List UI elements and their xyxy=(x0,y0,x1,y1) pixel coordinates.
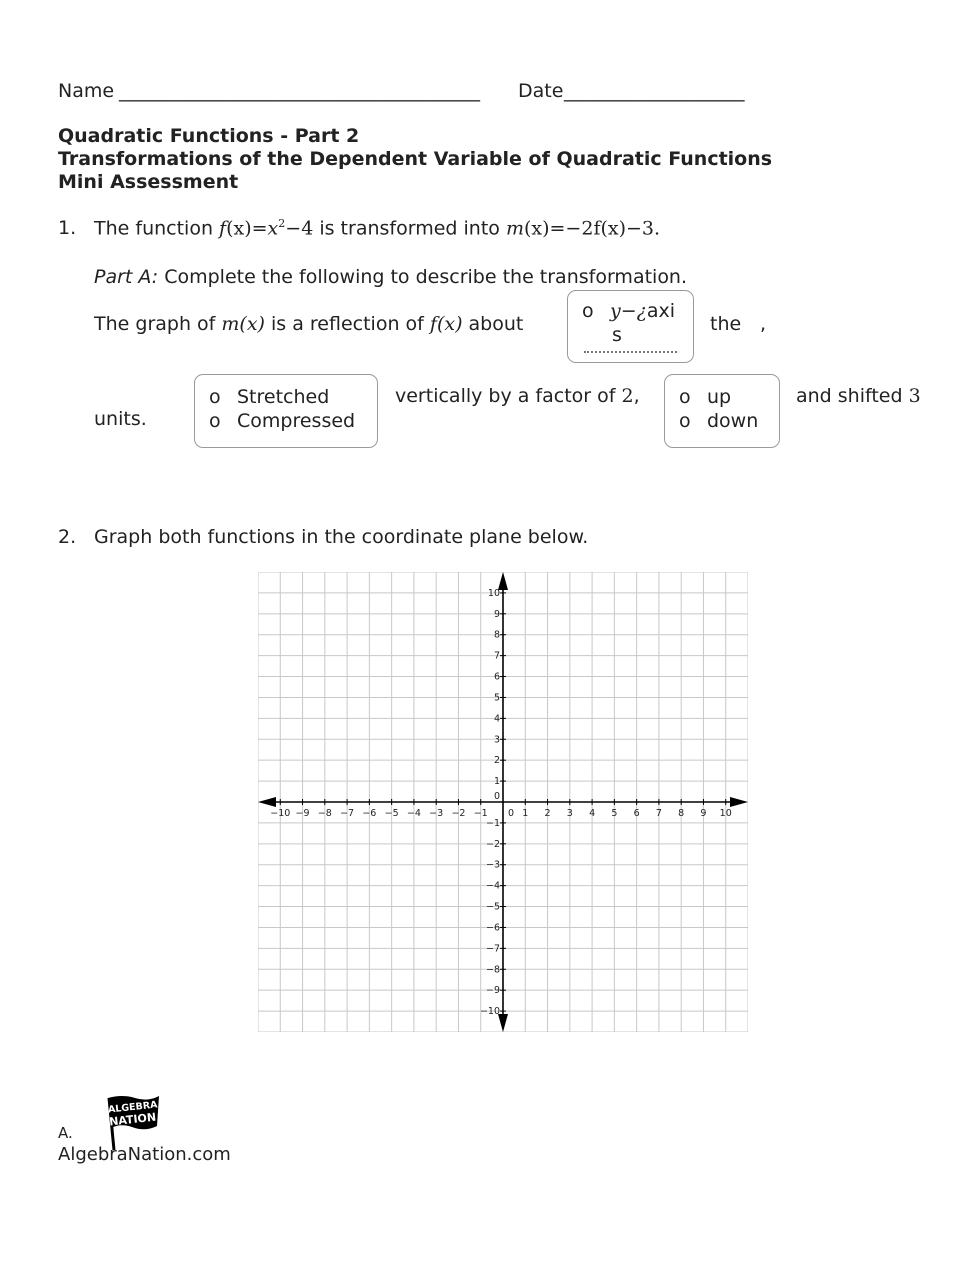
name-label: Name xyxy=(58,80,115,102)
name-field[interactable]: ______________________________________ xyxy=(119,80,480,102)
y-tick-label: 4 xyxy=(493,713,500,725)
f-def-eq: =x xyxy=(251,217,279,240)
y-tick-label: 10 xyxy=(487,587,500,599)
reflection-of-text: is a reflection of xyxy=(271,313,424,335)
x-tick-label: 9 xyxy=(700,808,707,819)
x-tick-label: 5 xyxy=(611,808,618,819)
x-tick-label: −2 xyxy=(451,808,466,819)
direction-dropdown[interactable] xyxy=(664,374,780,448)
part-a-line xyxy=(94,266,687,288)
x-tick-label: −1 xyxy=(473,808,488,819)
q1-number: 1. xyxy=(58,217,77,239)
f-def-rest: −4 xyxy=(285,217,314,240)
part-a-label: Part A: xyxy=(94,266,159,288)
option-label: up xyxy=(707,386,732,408)
footer-letter: A. xyxy=(58,1124,73,1142)
axis-option-math: y−¿ xyxy=(610,300,647,322)
stretch-dropdown[interactable] xyxy=(194,374,378,448)
m-of-x: m(x) xyxy=(221,313,265,335)
y-tick-label: 2 xyxy=(493,755,500,767)
logo-text-2: NATION xyxy=(108,1110,157,1129)
f-def-exp: 2 xyxy=(278,217,286,230)
x-axis-left-arrow-icon xyxy=(258,797,276,807)
date-field[interactable]: ___________________ xyxy=(564,80,745,102)
q1-statement xyxy=(94,217,660,239)
m-def-arg: (x) xyxy=(523,217,550,240)
y-tick-label: 5 xyxy=(493,692,500,704)
title-line-1: Quadratic Functions - Part 2 xyxy=(58,125,360,147)
bullet-icon: o xyxy=(209,410,221,432)
comma-text: , xyxy=(760,313,767,335)
x-tick-label: 1 xyxy=(522,808,529,819)
x-tick-label: 6 xyxy=(633,808,640,819)
units-text: units. xyxy=(94,408,147,430)
origin-label-y: 0 xyxy=(493,791,500,802)
x-tick-label: 8 xyxy=(678,808,685,819)
footer-site[interactable]: AlgebraNation.com xyxy=(58,1144,231,1165)
y-tick-label: 9 xyxy=(493,608,500,620)
x-tick-label: 7 xyxy=(655,808,662,819)
y-tick-label: −7 xyxy=(485,943,500,955)
x-tick-label: −5 xyxy=(384,808,399,819)
f-def-lhs: f xyxy=(219,217,227,240)
x-tick-label: −4 xyxy=(406,808,421,819)
axes xyxy=(258,572,748,1032)
f-def-arg: (x) xyxy=(226,217,252,240)
option-label: Stretched xyxy=(237,386,330,408)
q1-transformed-text: is transformed into xyxy=(319,217,500,240)
y-tick-label: −6 xyxy=(485,922,500,934)
y-tick-label: 1 xyxy=(493,776,500,788)
axis-option-wrap: s xyxy=(612,324,622,346)
y-tick-label: −4 xyxy=(485,880,500,892)
bullet-icon: o xyxy=(679,410,691,432)
x-tick-label: −8 xyxy=(317,808,332,819)
x-tick-label: −9 xyxy=(295,808,310,819)
origin-label-x: 0 xyxy=(507,808,515,819)
the-text: the xyxy=(710,313,742,335)
y-tick-label: −1 xyxy=(485,817,500,829)
y-tick-label: −8 xyxy=(485,964,500,976)
m-def-lhs: m xyxy=(505,217,524,240)
q2-text: Graph both functions in the coordinate plane below. xyxy=(94,526,589,548)
axis-dropdown[interactable] xyxy=(567,290,694,363)
y-tick-label: −9 xyxy=(485,985,500,997)
about-text: about xyxy=(468,313,524,335)
factor-value: 2 xyxy=(621,385,634,407)
x-tick-label: −6 xyxy=(362,808,377,819)
y-tick-label: 3 xyxy=(493,734,500,746)
y-tick-label: −2 xyxy=(485,838,500,850)
shift-value: 3 xyxy=(908,385,921,407)
m-def-rest: =−2f(x)−3. xyxy=(549,217,661,240)
title-line-2: Transformations of the Dependent Variable of Quadratic Functions xyxy=(58,148,773,170)
y-tick-label: −5 xyxy=(485,901,500,913)
bullet-icon: o xyxy=(582,300,594,322)
stretch-option-compressed[interactable] xyxy=(209,410,355,432)
x-tick-label: 10 xyxy=(719,808,732,819)
x-axis-right-arrow-icon xyxy=(730,797,748,807)
reflection-sentence xyxy=(94,313,523,335)
date-label: Date xyxy=(518,80,564,102)
axis-option-1[interactable] xyxy=(582,300,675,322)
y-tick-label: 7 xyxy=(493,650,500,662)
option-label: down xyxy=(707,410,759,432)
coordinate-plane[interactable] xyxy=(258,572,748,1032)
stretch-option-stretched[interactable] xyxy=(209,386,329,408)
logo-text-1: ALGEBRA xyxy=(107,1099,158,1116)
vertically-line xyxy=(395,385,640,407)
bullet-icon: o xyxy=(209,386,221,408)
direction-option-up[interactable] xyxy=(679,386,731,408)
q2-number: 2. xyxy=(58,526,77,548)
clipped-option-hint xyxy=(584,351,677,355)
vertically-text: vertically by a factor of xyxy=(395,385,616,407)
bullet-icon: o xyxy=(679,386,691,408)
shifted-line xyxy=(796,385,921,407)
axis-option-text: axi xyxy=(646,300,676,322)
title-line-3: Mini Assessment xyxy=(58,171,239,193)
x-tick-label: 4 xyxy=(589,808,596,819)
x-tick-label: 2 xyxy=(544,808,551,819)
part-a-text: Complete the following to describe the transformation. xyxy=(164,266,688,288)
factor-comma: , xyxy=(633,385,640,407)
y-tick-label: 6 xyxy=(493,671,500,683)
y-tick-label: −3 xyxy=(485,859,500,871)
x-tick-label: 3 xyxy=(566,808,573,819)
algebra-nation-flag-logo xyxy=(100,1092,164,1152)
shifted-text: and shifted xyxy=(796,385,903,407)
graph-of-text: The graph of xyxy=(94,313,216,335)
option-label: Compressed xyxy=(237,410,356,432)
x-tick-label: −10 xyxy=(270,808,291,819)
direction-option-down[interactable] xyxy=(679,410,758,432)
y-tick-label: −10 xyxy=(479,1006,500,1018)
x-tick-label: −7 xyxy=(340,808,355,819)
q1-intro: The function xyxy=(94,217,213,240)
x-tick-label: −3 xyxy=(429,808,444,819)
y-tick-label: 8 xyxy=(493,629,500,641)
f-of-x: f(x) xyxy=(429,313,463,335)
